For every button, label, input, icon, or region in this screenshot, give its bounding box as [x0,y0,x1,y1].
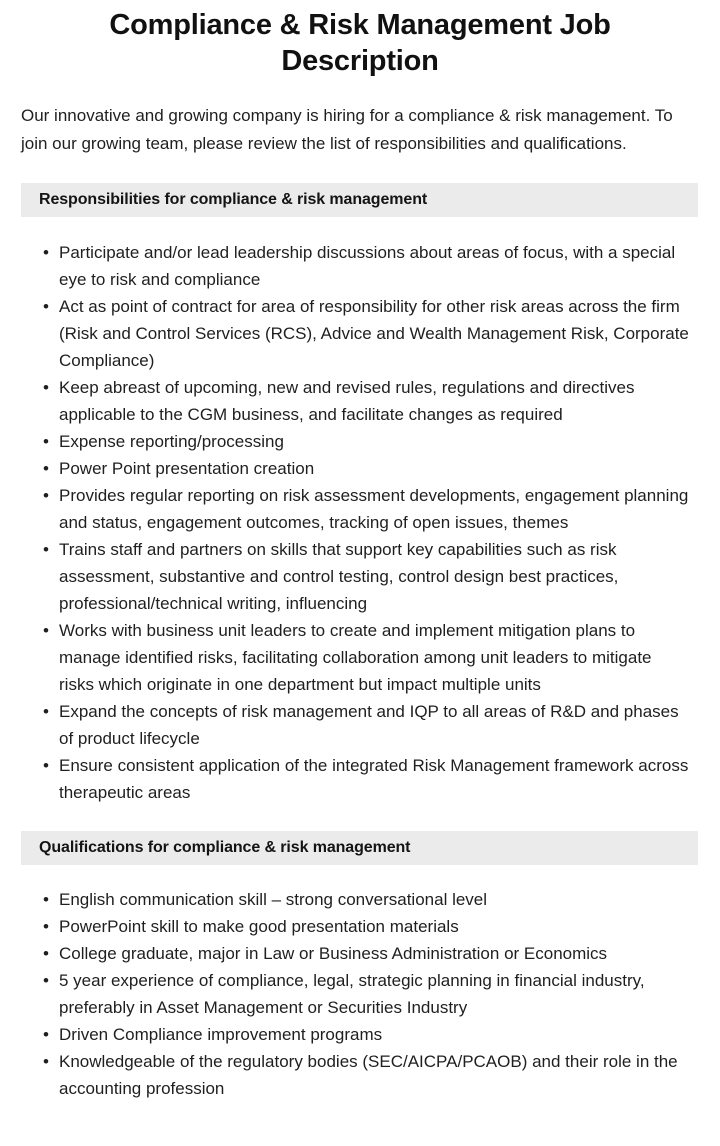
list-item: • Knowledgeable of the regulatory bodies (SEC/AICPA/PCAOB) and their role in the accounting profession [0,1048,720,1102]
section-header-qualifications [21,831,698,865]
list-item: • Keep abreast of upcoming, new and revised rules, regulations and directives applicable to the CGM business, and facilitate changes as required [0,374,720,428]
list-item: • Trains staff and partners on skills that support key capabilities such as risk assessment, substantive and control testing, control design best practices, professional/technical writing, influencing [0,536,720,617]
list-item: • PowerPoint skill to make good presentation materials [0,913,720,940]
page-title: Compliance & Risk Management Job Description [109,9,611,77]
list-item: • Provides regular reporting on risk assessment developments, engagement planning and status, engagement outcomes, tracking of open issues, themes [0,482,720,536]
intro-paragraph: Our innovative and growing company is hiring for a compliance & risk management. To join our growing team, please review the list of responsibilities and qualifications. [21,106,673,153]
section-qualifications [0,831,720,1102]
responsibilities-list [0,217,720,806]
list-item: • College graduate, major in Law or Business Administration or Economics [0,940,720,967]
list-item: • Power Point presentation creation [0,455,720,482]
list-item: • Ensure consistent application of the integrated Risk Management framework across therapeutic areas [0,752,720,806]
qualifications-list [0,865,720,1102]
list-item: • Expense reporting/processing [0,428,720,455]
list-item: • English communication skill – strong conversational level [0,886,720,913]
section-header-responsibilities [21,183,698,217]
section-heading-label: Qualifications for compliance & risk management [39,839,411,856]
list-item: • Act as point of contract for area of responsibility for other risk areas across the firm (Risk and Control Services (RCS), Advice and Wealth Management Risk, Corporate Compliance) [0,293,720,374]
list-item: • Works with business unit leaders to create and implement mitigation plans to manage identified risks, facilitating collaboration among unit leaders to mitigate risks which originate in one department but impact multiple units [0,617,720,698]
list-item: • Expand the concepts of risk management and IQP to all areas of R&D and phases of product lifecycle [0,698,720,752]
section-heading-label: Responsibilities for compliance & risk management [39,191,428,208]
list-item: • Driven Compliance improvement programs [0,1021,720,1048]
list-item: • Participate and/or lead leadership discussions about areas of focus, with a special eye to risk and compliance [0,239,720,293]
list-item: • 5 year experience of compliance, legal, strategic planning in financial industry, preferably in Asset Management or Securities Industry [0,967,720,1021]
section-responsibilities [0,183,720,806]
